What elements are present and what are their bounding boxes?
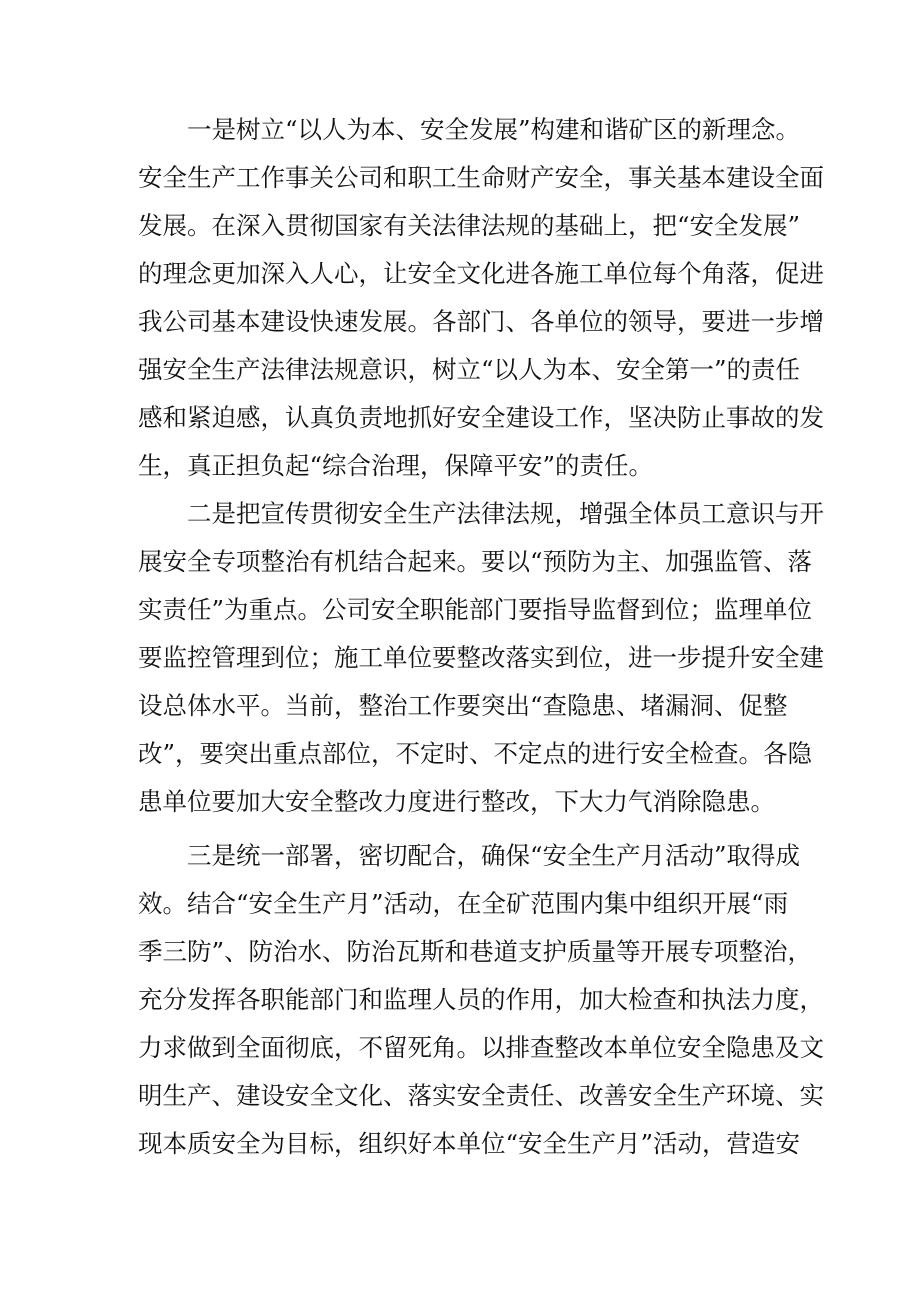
paragraph-line: 现本质安全为目标，组织好本单位“安全生产月”活动，营造安 — [138, 1129, 801, 1158]
paragraph-line: 设总体水平。当前，整治工作要突出“查隐患、堵漏洞、促整 — [138, 691, 788, 720]
paragraph-line: 季三防”、防治水、防治瓦斯和巷道支护质量等开展专项整治， — [138, 937, 813, 966]
paragraph-line: 发展。在深入贯彻国家有关法律法规的基础上，把“安全发展” — [138, 211, 801, 240]
paragraph-line: 效。结合“安全生产月”活动，在全矿范围内集中组织开展“雨 — [138, 889, 789, 918]
paragraph-line: 一是树立“以人为本、安全发展”构建和谐矿区的新理念。 — [187, 115, 801, 144]
paragraph-line: 安全生产工作事关公司和职工生命财产安全，事关基本建设全面 — [138, 163, 824, 192]
paragraph-line: 展安全专项整治有机结合起来。要以“预防为主、加强监管、落 — [138, 547, 813, 576]
paragraph-line: 力求做到全面彻底，不留死角。以排查整改本单位安全隐患及文 — [138, 1033, 824, 1062]
paragraph-line: 明生产、建设安全文化、落实安全责任、改善安全生产环境、实 — [138, 1081, 824, 1110]
paragraph-line: 三是统一部署，密切配合，确保“安全生产月活动”取得成 — [187, 841, 801, 870]
paragraph-line: 生，真正担负起“综合治理，保障平安”的责任。 — [138, 451, 654, 480]
paragraph-line: 感和紧迫感，认真负责地抓好安全建设工作，坚决防止事故的发 — [138, 403, 824, 432]
document-page — [138, 0, 824, 1301]
paragraph-line: 二是把宣传贯彻安全生产法律法规，增强全体员工意识与开 — [187, 499, 824, 528]
paragraph-line: 的理念更加深入人心，让安全文化进各施工单位每个角落，促进 — [138, 259, 824, 288]
paragraph-line: 充分发挥各职能部门和监理人员的作用，加大检查和执法力度， — [138, 985, 824, 1014]
paragraph-line: 强安全生产法律法规意识，树立“以人为本、安全第一”的责任 — [138, 355, 801, 384]
paragraph-line: 我公司基本建设快速发展。各部门、各单位的领导，要进一步增 — [138, 307, 824, 336]
paragraph-line: 患单位要加大安全整改力度进行整改，下大力气消除隐患。 — [138, 787, 775, 816]
paragraph-line: 要监控管理到位；施工单位要整改落实到位，进一步提升安全建 — [138, 643, 824, 672]
paragraph-line: 实责任”为重点。公司安全职能部门要指导监督到位；监理单位 — [138, 595, 813, 624]
paragraph-line: 改”，要突出重点部位，不定时、不定点的进行安全检查。各隐 — [138, 739, 813, 768]
